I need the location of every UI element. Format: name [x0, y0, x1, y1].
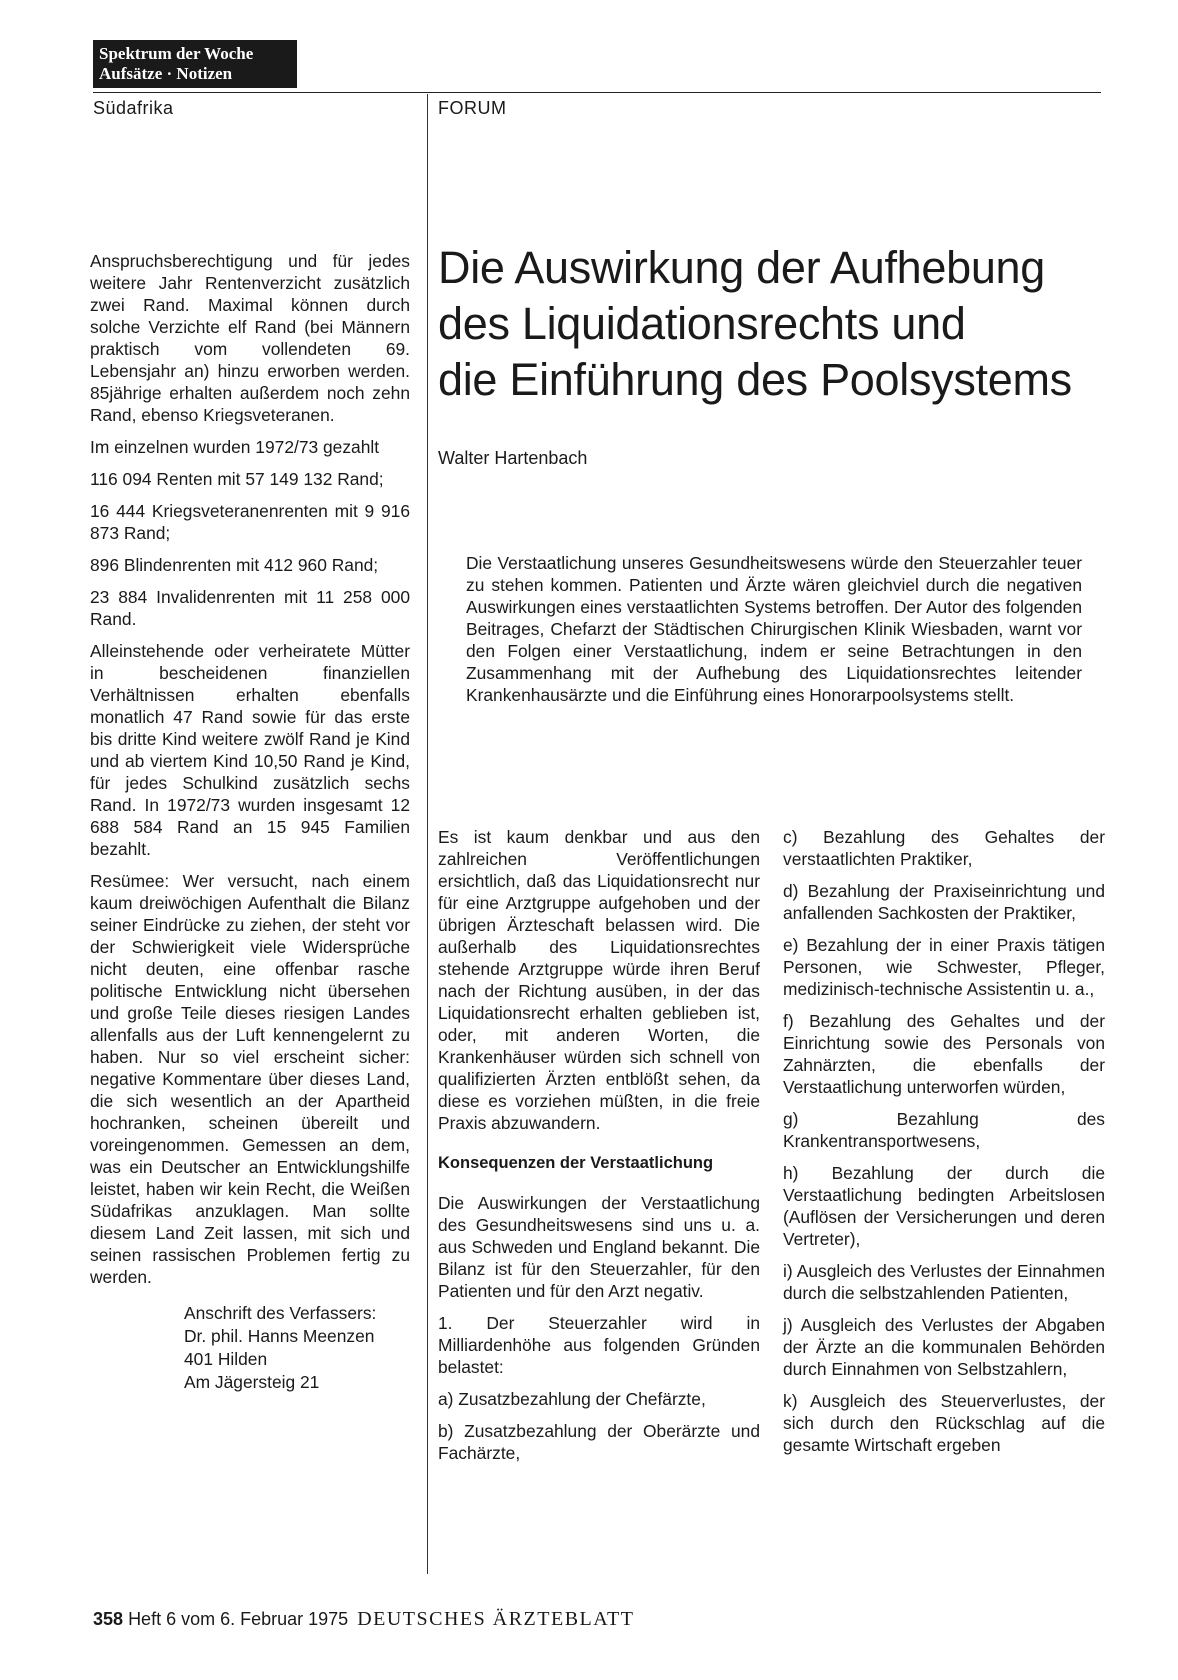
paragraph: 1. Der Steuerzahler wird in Milliardenhöhe aus folgenden Gründen belastet: — [438, 1313, 760, 1377]
paragraph: 116 094 Renten mit 57 149 132 Rand; — [90, 469, 384, 489]
paragraph: Es ist kaum denkbar und aus den zahlreichen Veröffentlichungen ersichtlich, daß das Liquidationsrecht nur für eine Arztgruppe aufgehoben und der übrigen Ärzteschaft belassen wird. Die außerhalb des Liquidationsrechtes stehende Arztgruppe würde ihren Beruf nach der Richtung ausüben, in der das Liquidationsrecht erhalten geblieben ist, oder, mit anderen Worten, die Krankenhäuser würden sich schnell von qualifizierten Ärzten entblößt sehen, da diese es vorziehen müßten, in die freie Praxis abzuwandern. — [438, 827, 760, 1133]
address-line: Dr. phil. Hanns Meenzen — [184, 1326, 375, 1346]
journal-name: DEUTSCHES ÄRZTEBLATT — [357, 1608, 635, 1630]
title-line: des Liquidationsrechts und — [438, 298, 966, 349]
list-item: c) Bezahlung des Gehaltes der verstaatlichten Praktiker, — [783, 827, 1105, 869]
list-item: b) Zusatzbezahlung der Oberärzte und Fachärzte, — [438, 1421, 760, 1463]
title-line: Die Auswirkung der Aufhebung — [438, 242, 1046, 293]
section-badge — [93, 40, 297, 88]
paragraph: 16 444 Kriegsveteranenrenten mit 9 916 873 Rand; — [90, 501, 410, 543]
paragraph: Alleinstehende oder verheiratete Mütter in bescheidenen finanziellen Verhältnissen erhalten ebenfalls monatlich 47 Rand sowie für das erste bis dritte Kind weitere zwölf Rand je Kind und ab viertem Kind 10,50 Rand je Kind, für jedes Schulkind zusätzlich sechs Rand. In 1972/73 wurden insgesamt 12 688 584 Rand an 15 945 Familien bezahlt. — [90, 641, 410, 859]
column-divider — [427, 94, 428, 1574]
title-line: die Einführung des Poolsystems — [438, 354, 1072, 405]
page-footer — [93, 1608, 634, 1631]
list-item: e) Bezahlung der in einer Praxis tätigen Personen, wie Schwester, Pfleger, medizinisch-technische Assistentin u. a., — [783, 935, 1105, 999]
list-item: g) Bezahlung des Krankentransportwesens, — [783, 1109, 1105, 1151]
list-item: i) Ausgleich des Verlustes der Einnahmen durch die selbstzahlenden Patienten, — [783, 1261, 1105, 1303]
author-address — [184, 1302, 410, 1394]
right-section-label: FORUM — [438, 98, 507, 118]
paragraph: 23 884 Invalidenrenten mit 11 258 000 Rand. — [90, 587, 410, 629]
paragraph: Resümee: Wer versucht, nach einem kaum dreiwöchigen Aufenthalt die Bilanz seiner Eindrücke zu ziehen, der steht vor der Schwierigkeit viele Widersprüche nicht deuten, eine offenbar rasche politische Entwicklung nicht übersehen und große Teile dieses riesigen Landes allenfalls aus der Luft kennengelernt zu haben. Nur so viel erscheint sicher: negative Kommentare über dieses Land, die sich wesentlich an der Apartheid hochranken, scheinen übereilt und voreingenommen. Gemessen an dem, was ein Deutscher an Entwicklungshilfe leistet, haben wir kein Recht, die Weißen Südafrikas anzuklagen. Man sollte diesem Land Zeit lassen, mit sich und seinen rassischen Problemen fertig zu werden. — [90, 871, 410, 1287]
list-item: a) Zusatzbezahlung der Chefärzte, — [438, 1389, 706, 1409]
badge-line-2: Aufsätze · Notizen — [99, 64, 233, 83]
article-author: Walter Hartenbach — [438, 448, 588, 468]
article-title — [438, 240, 1118, 408]
left-section-label: Südafrika — [93, 98, 174, 118]
address-line: Am Jägersteig 21 — [184, 1372, 320, 1392]
top-rule — [93, 92, 1101, 93]
list-item: j) Ausgleich des Verlustes der Abgaben der Ärzte an die kommunalen Behörden durch Einnahmen von Selbstzahlern, — [783, 1315, 1105, 1379]
article-column-1 — [438, 826, 760, 1474]
paragraph: Anspruchsberechtigung und für jedes weitere Jahr Rentenverzicht zusätzlich zwei Rand. Maximal können durch solche Verzichte elf Rand (bei Männern praktisch vom vollendeten 69. Lebensjahr an) hinzu erworben werden. 85jährige erhalten außerdem noch zehn Rand, ebenso Kriegsveteranen. — [90, 251, 410, 425]
badge-line-1: Spektrum der Woche — [99, 44, 254, 63]
paragraph: Die Auswirkungen der Verstaatlichung des Gesundheitswesens sind uns u. a. aus Schweden und England bekannt. Die Bilanz ist für den Steuerzahler, für den Patienten und für den Arzt negativ. — [438, 1193, 760, 1301]
article-abstract: Die Verstaatlichung unseres Gesundheitswesens würde den Steuerzahler teuer zu stehen kommen. Patienten und Ärzte wären gleichviel durch die negativen Auswirkungen eines verstaatlichten Systems betroffen. Der Autor des folgenden Beitrages, Chefarzt der Städtischen Chirurgischen Klinik Wiesbaden, warnt vor den Folgen einer Verstaatlichung, indem er seine Betrachtungen in den Zusammenhang mit der Aufhebung des Liquidationsrechtes leitender Krankenhausärzte und die Einführung eines Honorarpoolsystems stellt. — [466, 553, 1082, 705]
paragraph: Im einzelnen wurden 1972/73 gezahlt — [90, 437, 380, 457]
article-column-2 — [783, 826, 1105, 1466]
paragraph: 896 Blindenrenten mit 412 960 Rand; — [90, 555, 379, 575]
list-item: k) Ausgleich des Steuerverlustes, der sich durch den Rückschlag auf die gesamte Wirtschaft ergeben — [783, 1391, 1105, 1455]
list-item: d) Bezahlung der Praxiseinrichtung und anfallenden Sachkosten der Praktiker, — [783, 881, 1105, 923]
address-line: 401 Hilden — [184, 1349, 268, 1369]
issue-info: Heft 6 vom 6. Februar 1975 — [128, 1609, 349, 1629]
list-item: h) Bezahlung der durch die Verstaatlichung bedingten Arbeitslosen (Auflösen der Versicherungen und deren Vertreter), — [783, 1163, 1105, 1249]
section-subheading: Konsequenzen der Verstaatlichung — [438, 1154, 714, 1172]
page-number: 358 — [93, 1609, 124, 1629]
list-item: f) Bezahlung des Gehaltes und der Einrichtung sowie des Personals von Zahnärzten, die ebenfalls der Verstaatlichung unterworfen würden, — [783, 1011, 1105, 1097]
address-line: Anschrift des Verfassers: — [184, 1303, 377, 1323]
left-column — [90, 250, 410, 1394]
